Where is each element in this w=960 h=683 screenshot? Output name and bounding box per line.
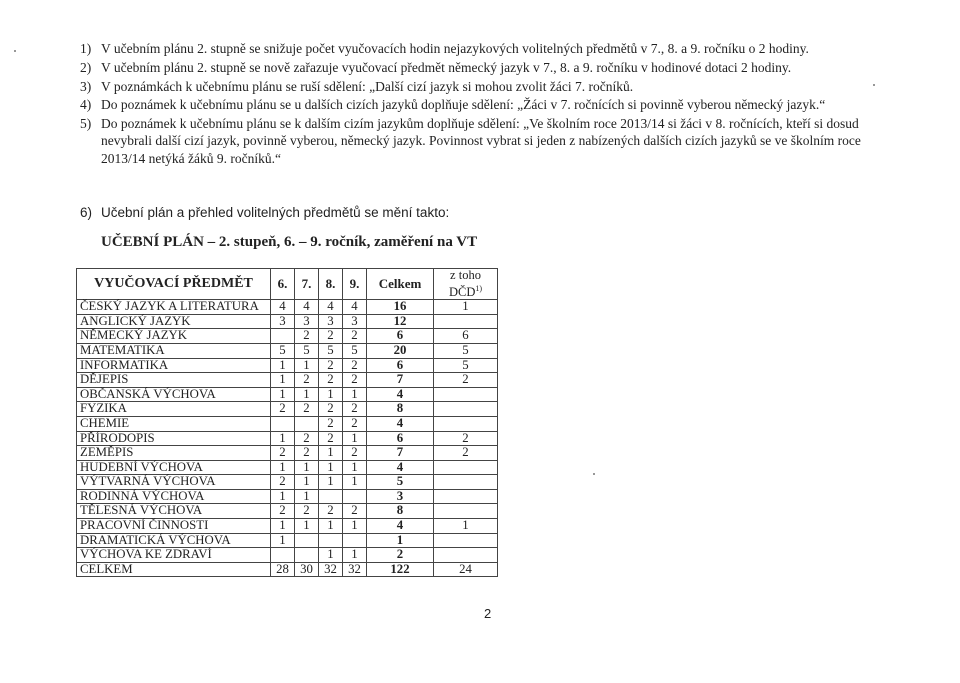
table-row [77, 475, 498, 490]
subject-cell: ČESKÝ JAZYK A LITERATURA [77, 300, 271, 315]
note-text: V poznámkách k učebnímu plánu se ruší sdělení: „Další cizí jazyk si mohou zvolit žáci 7. ročníků. [101, 78, 634, 94]
total-cell: 6 [367, 358, 434, 373]
note-text: V učebním plánu 2. stupně se snižuje počet vyučovacích hodin nejazykových volitelných předmětů v 7., 8. a 9. ročníku o 2 hodiny. [101, 41, 809, 56]
grade-9-cell: 32 [343, 562, 367, 577]
total-cell: 8 [367, 402, 434, 417]
dcd-cell [434, 489, 498, 504]
dcd-cell [434, 504, 498, 519]
grade-8-cell: 3 [319, 314, 343, 329]
table-row [77, 314, 498, 329]
subject-cell: PŘÍRODOPIS [77, 431, 271, 446]
grade-9-cell: 2 [343, 504, 367, 519]
grade-9-cell: 3 [343, 314, 367, 329]
header-dcd-label: DČD [448, 285, 476, 300]
table-row [77, 446, 498, 461]
scan-speck [14, 50, 16, 52]
grade-7-cell: 4 [295, 300, 319, 315]
grade-7-cell: 1 [295, 358, 319, 373]
dcd-cell: 1 [434, 300, 498, 315]
total-cell: 6 [367, 329, 434, 344]
dcd-cell: 2 [434, 431, 498, 446]
total-cell: 4 [367, 460, 434, 475]
dcd-cell [434, 387, 498, 402]
dcd-cell: 2 [434, 446, 498, 461]
grade-9-cell: 1 [343, 548, 367, 563]
table-row [77, 533, 498, 548]
dcd-cell [434, 416, 498, 431]
table-row [77, 548, 498, 563]
grade-9-cell: 1 [343, 431, 367, 446]
grade-7-cell [295, 416, 319, 431]
grade-7-cell: 2 [295, 431, 319, 446]
grade-9-cell: 2 [343, 329, 367, 344]
grade-6-cell: 1 [271, 519, 295, 534]
grade-6-cell: 5 [271, 343, 295, 358]
total-cell: 7 [367, 373, 434, 388]
note-5 [80, 115, 880, 167]
grade-7-cell: 2 [295, 402, 319, 417]
grade-8-cell: 2 [319, 358, 343, 373]
grade-8-cell: 1 [319, 446, 343, 461]
table-row [77, 504, 498, 519]
total-cell: 2 [367, 548, 434, 563]
grade-6-cell: 1 [271, 489, 295, 504]
grade-8-cell: 32 [319, 562, 343, 577]
table-row [77, 460, 498, 475]
header-grade-6: 6. [271, 269, 295, 300]
dcd-cell: 5 [434, 358, 498, 373]
total-cell: 4 [367, 387, 434, 402]
total-cell: 8 [367, 504, 434, 519]
grade-6-cell: 1 [271, 431, 295, 446]
grade-8-cell: 2 [319, 402, 343, 417]
grade-6-cell: 1 [271, 387, 295, 402]
subject-cell: DRAMATICKÁ VÝCHOVA [77, 533, 271, 548]
grade-8-cell: 4 [319, 300, 343, 315]
total-cell: 5 [367, 475, 434, 490]
grade-9-cell: 2 [343, 416, 367, 431]
grade-6-cell: 1 [271, 358, 295, 373]
subject-cell: CELKEM [77, 562, 271, 577]
total-cell: 16 [367, 300, 434, 315]
item-6-number: 6) [80, 205, 93, 220]
grade-7-cell: 2 [295, 504, 319, 519]
subject-cell: HUDEBNÍ VÝCHOVA [77, 460, 271, 475]
subject-cell: FYZIKA [77, 402, 271, 417]
subject-cell: CHEMIE [77, 416, 271, 431]
note-text: V učebním plánu 2. stupně se nově zařazuje vyučovací předmět německý jazyk v 7., 8. a 9. ročníku v hodinové dotaci 2 hodiny. [101, 59, 792, 75]
grade-7-cell: 1 [295, 519, 319, 534]
table-row [77, 562, 498, 577]
grade-9-cell: 2 [343, 446, 367, 461]
subject-cell: DĚJEPIS [77, 373, 271, 388]
grade-6-cell: 2 [271, 402, 295, 417]
grade-9-cell: 4 [343, 300, 367, 315]
subject-cell: RODINNÁ VÝCHOVA [77, 489, 271, 504]
grade-9-cell: 5 [343, 343, 367, 358]
header-grade-9: 9. [343, 269, 367, 300]
grade-9-cell: 2 [343, 402, 367, 417]
dcd-cell [434, 402, 498, 417]
subject-cell: NĚMECKÝ JAZYK [77, 329, 271, 344]
grade-8-cell: 1 [319, 475, 343, 490]
grade-6-cell: 1 [271, 373, 295, 388]
grade-6-cell [271, 329, 295, 344]
dcd-cell: 6 [434, 329, 498, 344]
grade-8-cell: 2 [319, 431, 343, 446]
subject-cell: VÝCHOVA KE ZDRAVÍ [77, 548, 271, 563]
table-row [77, 387, 498, 402]
dcd-cell: 1 [434, 519, 498, 534]
grade-8-cell: 1 [319, 387, 343, 402]
table-row [77, 329, 498, 344]
grade-7-cell [295, 533, 319, 548]
dcd-cell: 2 [434, 373, 498, 388]
subject-cell: MATEMATIKA [77, 343, 271, 358]
grade-9-cell: 1 [343, 519, 367, 534]
note-3 [80, 78, 880, 95]
total-cell: 7 [367, 446, 434, 461]
note-number: 5) [80, 116, 92, 132]
grade-7-cell: 2 [295, 329, 319, 344]
notes-list [80, 40, 880, 167]
grade-8-cell: 5 [319, 343, 343, 358]
scan-speck [873, 84, 875, 86]
dcd-cell [434, 460, 498, 475]
total-cell: 4 [367, 519, 434, 534]
grade-7-cell: 2 [295, 446, 319, 461]
header-dcd-top: z toho [450, 268, 481, 282]
dcd-cell [434, 548, 498, 563]
note-text: Do poznámek k učebnímu plánu se u dalších cizích jazyků doplňuje sdělení: „Žáci v 7. ročnících si povinně vyberou německý jazyk.“ [101, 97, 826, 113]
total-cell: 1 [367, 533, 434, 548]
grade-8-cell: 2 [319, 416, 343, 431]
grade-6-cell: 2 [271, 475, 295, 490]
grade-9-cell: 2 [343, 373, 367, 388]
table-row [77, 489, 498, 504]
grade-9-cell: 2 [343, 358, 367, 373]
grade-6-cell [271, 416, 295, 431]
grade-8-cell: 2 [319, 329, 343, 344]
grade-6-cell: 2 [271, 504, 295, 519]
grade-7-cell: 2 [295, 373, 319, 388]
item-6 [80, 205, 449, 220]
grade-6-cell: 1 [271, 533, 295, 548]
note-text: Do poznámek k učebnímu plánu se k dalším cizím jazykům doplňuje sdělení: „Ve školním roce 2013/14 si žáci v 8. ročnících, kteří si dosud nevybrali další cizí jazyk, povinně vyberou, německý jazyk. Povinnost vybrat si jeden z nabízených dalších cizích jazyků se ve školním roce 2013/14 netýká žáků 9. ročníků.“ [101, 116, 861, 166]
dcd-cell: 5 [434, 343, 498, 358]
grade-7-cell: 3 [295, 314, 319, 329]
grade-8-cell: 2 [319, 373, 343, 388]
grade-7-cell: 1 [295, 387, 319, 402]
total-cell: 20 [367, 343, 434, 358]
subject-cell: VÝTVARNÁ VÝCHOVA [77, 475, 271, 490]
grade-9-cell [343, 489, 367, 504]
table-row [77, 343, 498, 358]
grade-6-cell: 3 [271, 314, 295, 329]
grade-8-cell: 2 [319, 504, 343, 519]
grade-7-cell: 1 [295, 475, 319, 490]
note-number: 1) [80, 41, 92, 56]
header-dcd-footnote: 1) [475, 284, 483, 293]
subject-cell: ANGLICKÝ JAZYK [77, 314, 271, 329]
page-number: 2 [484, 606, 492, 621]
dcd-cell [434, 475, 498, 490]
grade-6-cell [271, 548, 295, 563]
table-header-row [77, 269, 498, 300]
grade-9-cell: 1 [343, 387, 367, 402]
grade-6-cell: 28 [271, 562, 295, 577]
grade-6-cell: 2 [271, 446, 295, 461]
note-2 [80, 59, 880, 76]
note-number: 3) [80, 78, 92, 94]
dcd-cell: 24 [434, 562, 498, 577]
table-row [77, 402, 498, 417]
subject-cell: TĚLESNÁ VÝCHOVA [77, 504, 271, 519]
table-row [77, 519, 498, 534]
curriculum-table [76, 268, 498, 577]
item-6-text: Učební plán a přehled volitelných předmětů se mění takto: [101, 205, 450, 220]
dcd-cell [434, 314, 498, 329]
grade-6-cell: 4 [271, 300, 295, 315]
grade-7-cell [295, 548, 319, 563]
header-total: Celkem [367, 269, 434, 300]
total-cell: 122 [367, 562, 434, 577]
subject-cell: OBČANSKÁ VÝCHOVA [77, 387, 271, 402]
subject-cell: INFORMATIKA [77, 358, 271, 373]
note-1 [80, 40, 880, 57]
grade-7-cell: 5 [295, 343, 319, 358]
header-dcd [434, 269, 498, 300]
subject-cell: ZEMĚPIS [77, 446, 271, 461]
grade-8-cell [319, 489, 343, 504]
grade-9-cell: 1 [343, 475, 367, 490]
header-grade-8: 8. [319, 269, 343, 300]
total-cell: 4 [367, 416, 434, 431]
grade-8-cell: 1 [319, 519, 343, 534]
grade-9-cell: 1 [343, 460, 367, 475]
grade-6-cell: 1 [271, 460, 295, 475]
table-row [77, 300, 498, 315]
table-row [77, 431, 498, 446]
subject-cell: PRACOVNÍ ČINNOSTI [77, 519, 271, 534]
table-body [77, 300, 498, 577]
total-cell: 12 [367, 314, 434, 329]
grade-7-cell: 30 [295, 562, 319, 577]
grade-9-cell [343, 533, 367, 548]
grade-8-cell [319, 533, 343, 548]
scan-speck [593, 473, 595, 475]
total-cell: 6 [367, 431, 434, 446]
header-grade-7: 7. [295, 269, 319, 300]
dcd-cell [434, 533, 498, 548]
note-4 [80, 96, 880, 113]
table-row [77, 373, 498, 388]
header-subject: VYUČOVACÍ PŘEDMĚT [77, 269, 271, 300]
grade-7-cell: 1 [295, 460, 319, 475]
note-number: 2) [80, 59, 92, 75]
header-dcd-bottom [436, 282, 495, 299]
note-number: 4) [80, 97, 92, 113]
table-row [77, 416, 498, 431]
plan-title: UČEBNÍ PLÁN – 2. stupeň, 6. – 9. ročník, zaměření na VT [101, 234, 478, 250]
total-cell: 3 [367, 489, 434, 504]
grade-8-cell: 1 [319, 460, 343, 475]
grade-7-cell: 1 [295, 489, 319, 504]
grade-8-cell: 1 [319, 548, 343, 563]
table-row [77, 358, 498, 373]
